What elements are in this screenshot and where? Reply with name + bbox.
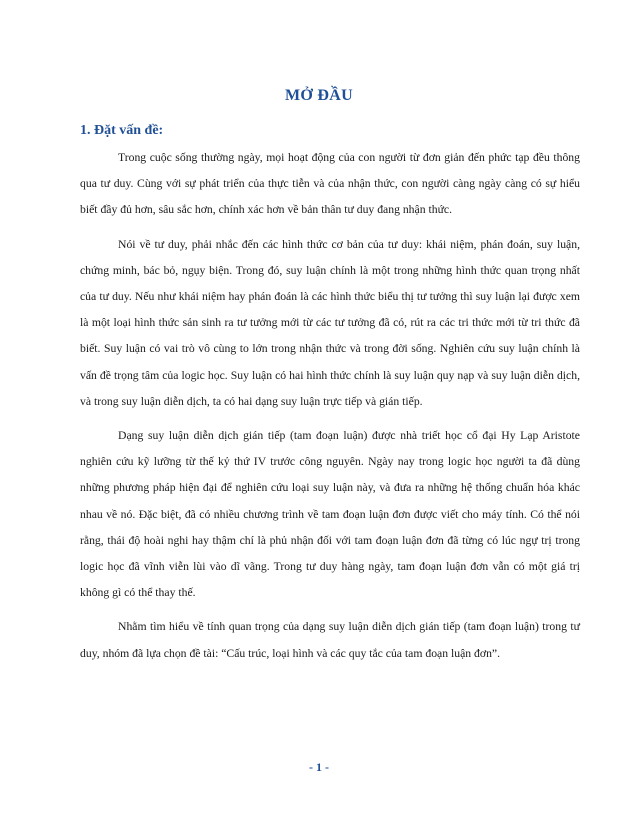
page-number: - 1 - — [309, 760, 329, 774]
document-body — [80, 145, 580, 675]
section-heading: 1. Đặt vấn đề: — [80, 123, 164, 138]
paragraph-4: Nhằm tìm hiểu về tính quan trọng của dạng suy luận diễn dịch gián tiếp (tam đoạn luận) trong tư duy, nhóm đã lựa chọn đề tài: “Cấu trúc, loại hình và các quy tắc của tam đoạn luận đơn”. — [80, 620, 580, 660]
paragraph-3: Dạng suy luận diễn dịch gián tiếp (tam đoạn luận) được nhà triết học cổ đại Hy Lạp Aristote nghiên cứu kỹ lưỡng từ thế kỷ thứ IV trước công nguyên. Ngày nay trong logic học người ta đã dùng những phương pháp hiện đại để nghiên cứu loại suy luận này, và đưa ra những hệ thống chuẩn hóa khác nhau về nó. Đặc biệt, đã có nhiều chương trình về tam đoạn luận đơn được viết cho máy tính. Có thể nói rằng, thái độ hoài nghi hay thậm chí là phủ nhận đối với tam đoạn luận đơn đã từng có lúc ngự trị trong logic học đã vĩnh viễn lùi vào dĩ vãng. Trong tư duy hàng ngày, tam đoạn luận đơn vẫn có một giá trị không gì có thể thay thế. — [80, 429, 580, 600]
page-title: MỞ ĐẦU — [284, 87, 353, 104]
paragraph-2: Nói về tư duy, phải nhắc đến các hình thức cơ bản của tư duy: khái niệm, phán đoán, suy luận, chứng minh, bác bỏ, ngụy biện. Trong đó, suy luận chính là một trong những hình thức quan trọng nhất của tư duy. Nếu như khái niệm hay phán đoán là các hình thức biểu thị tư tưởng thì suy luận lại được xem là một loại hình thức sản sinh ra tư tưởng mới từ các tư tưởng đã có, rút ra các tri thức mới từ tri thức đã biết. Suy luận có vai trò vô cùng to lớn trong nhận thức và trong đời sống. Nghiên cứu suy luận chính là vấn đề trọng tâm của logic học. Suy luận có hai hình thức chính là suy luận quy nạp và suy luận diễn dịch, và trong suy luận diễn dịch, ta có hai dạng suy luận trực tiếp và gián tiếp. — [80, 237, 580, 408]
paragraph-1: Trong cuộc sống thường ngày, mọi hoạt động của con người từ đơn giản đến phức tạp đều thông qua tư duy. Cùng với sự phát triển của thực tiễn và của nhận thức, con người càng ngày càng có sự hiểu biết đầy đủ hơn, sâu sắc hơn, chính xác hơn về bản thân tư duy đang nhận thức. — [80, 151, 580, 217]
